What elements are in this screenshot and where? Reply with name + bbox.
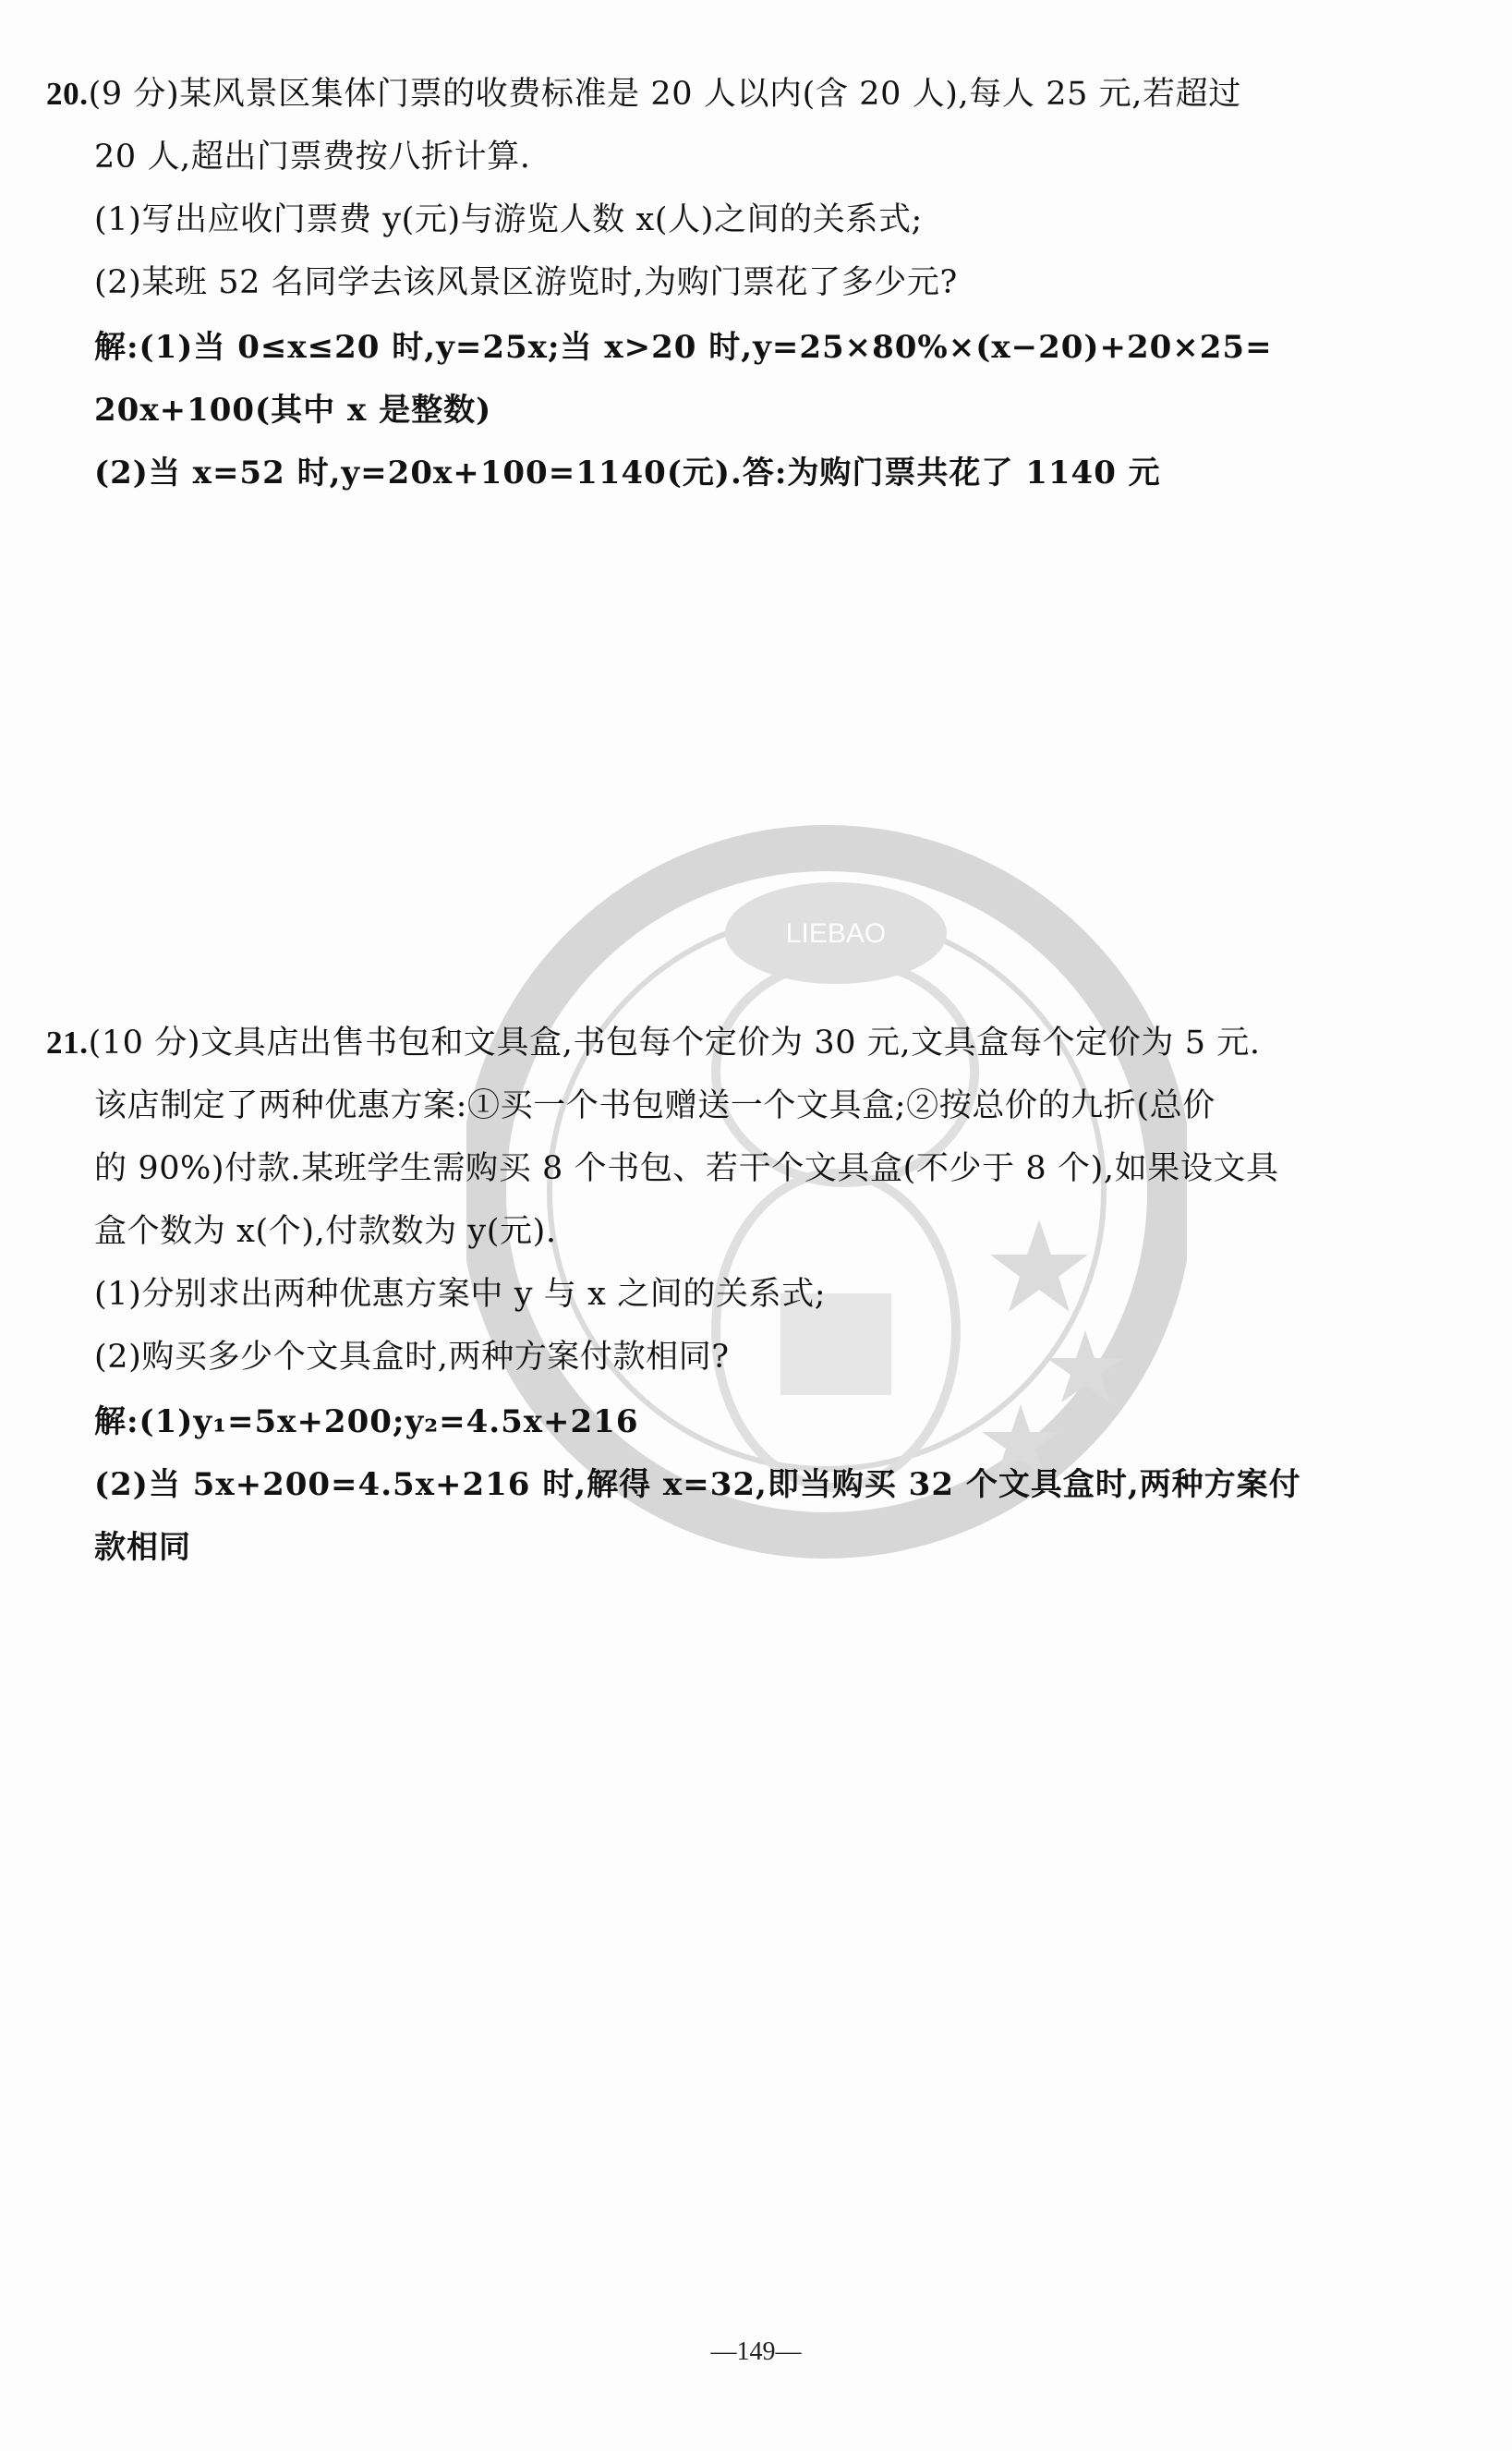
q20-line-1 xyxy=(46,63,1413,126)
q21-number: 21. xyxy=(46,1025,89,1061)
q21-stem: (10 分)文具店出售书包和文具盒,书包每个定价为 30 元,文具盒每个定价为 5 元. xyxy=(88,1025,1261,1062)
q20-number: 20. xyxy=(46,76,89,112)
question-21 xyxy=(46,1012,1413,1579)
q21-sub-1: (1)分别求出两种优惠方案中 y 与 x 之间的关系式; xyxy=(94,1276,827,1313)
q20-answer-line-1: 解:(1)当 0≤x≤20 时,y=25x;当 x>20 时,y=25×80%×(x−20)+20×25= xyxy=(94,329,1273,366)
q21-line-1 xyxy=(46,1012,1413,1074)
q21-sub-2: (2)购买多少个文具盒时,两种方案付款相同? xyxy=(94,1339,730,1376)
q21-answer-line-1: 解:(1)y₁=5x+200;y₂=4.5x+216 xyxy=(94,1403,639,1440)
q21-line-2: 该店制定了两种优惠方案:①买一个书包赠送一个文具盒;②按总价的九折(总价 xyxy=(94,1087,1216,1124)
q20-sub-1: (1)写出应收门票费 y(元)与游览人数 x(人)之间的关系式; xyxy=(94,201,923,238)
q20-sub-2: (2)某班 52 名同学去该风景区游览时,为购门票花了多少元? xyxy=(94,264,958,301)
q20-stem: (9 分)某风景区集体门票的收费标准是 20 人以内(含 20 人),每人 25 元,若超过 xyxy=(88,76,1241,113)
q20-line-2: 20 人,超出门票费按八折计算. xyxy=(94,139,531,176)
q20-answer-line-3: (2)当 x=52 时,y=20x+100=1140(元).答:为购门票共花了 1140 元 xyxy=(94,455,1161,491)
q21-answer-line-3: 款相同 xyxy=(94,1529,191,1566)
q20-answer-line-2: 20x+100(其中 x 是整数) xyxy=(94,392,492,429)
q21-line-3: 的 90%)付款.某班学生需购买 8 个书包、若干个文具盒(不少于 8 个),如果设文具 xyxy=(94,1150,1279,1187)
question-20 xyxy=(46,63,1413,504)
q21-answer-line-2: (2)当 5x+200=4.5x+216 时,解得 x=32,即当购买 32 个文具盒时,两种方案付 xyxy=(94,1466,1301,1503)
q21-line-4: 盒个数为 x(个),付款数为 y(元). xyxy=(94,1213,557,1250)
watermark-brand: LIEBAO xyxy=(785,918,887,949)
page-number: —149— xyxy=(710,2337,802,2366)
